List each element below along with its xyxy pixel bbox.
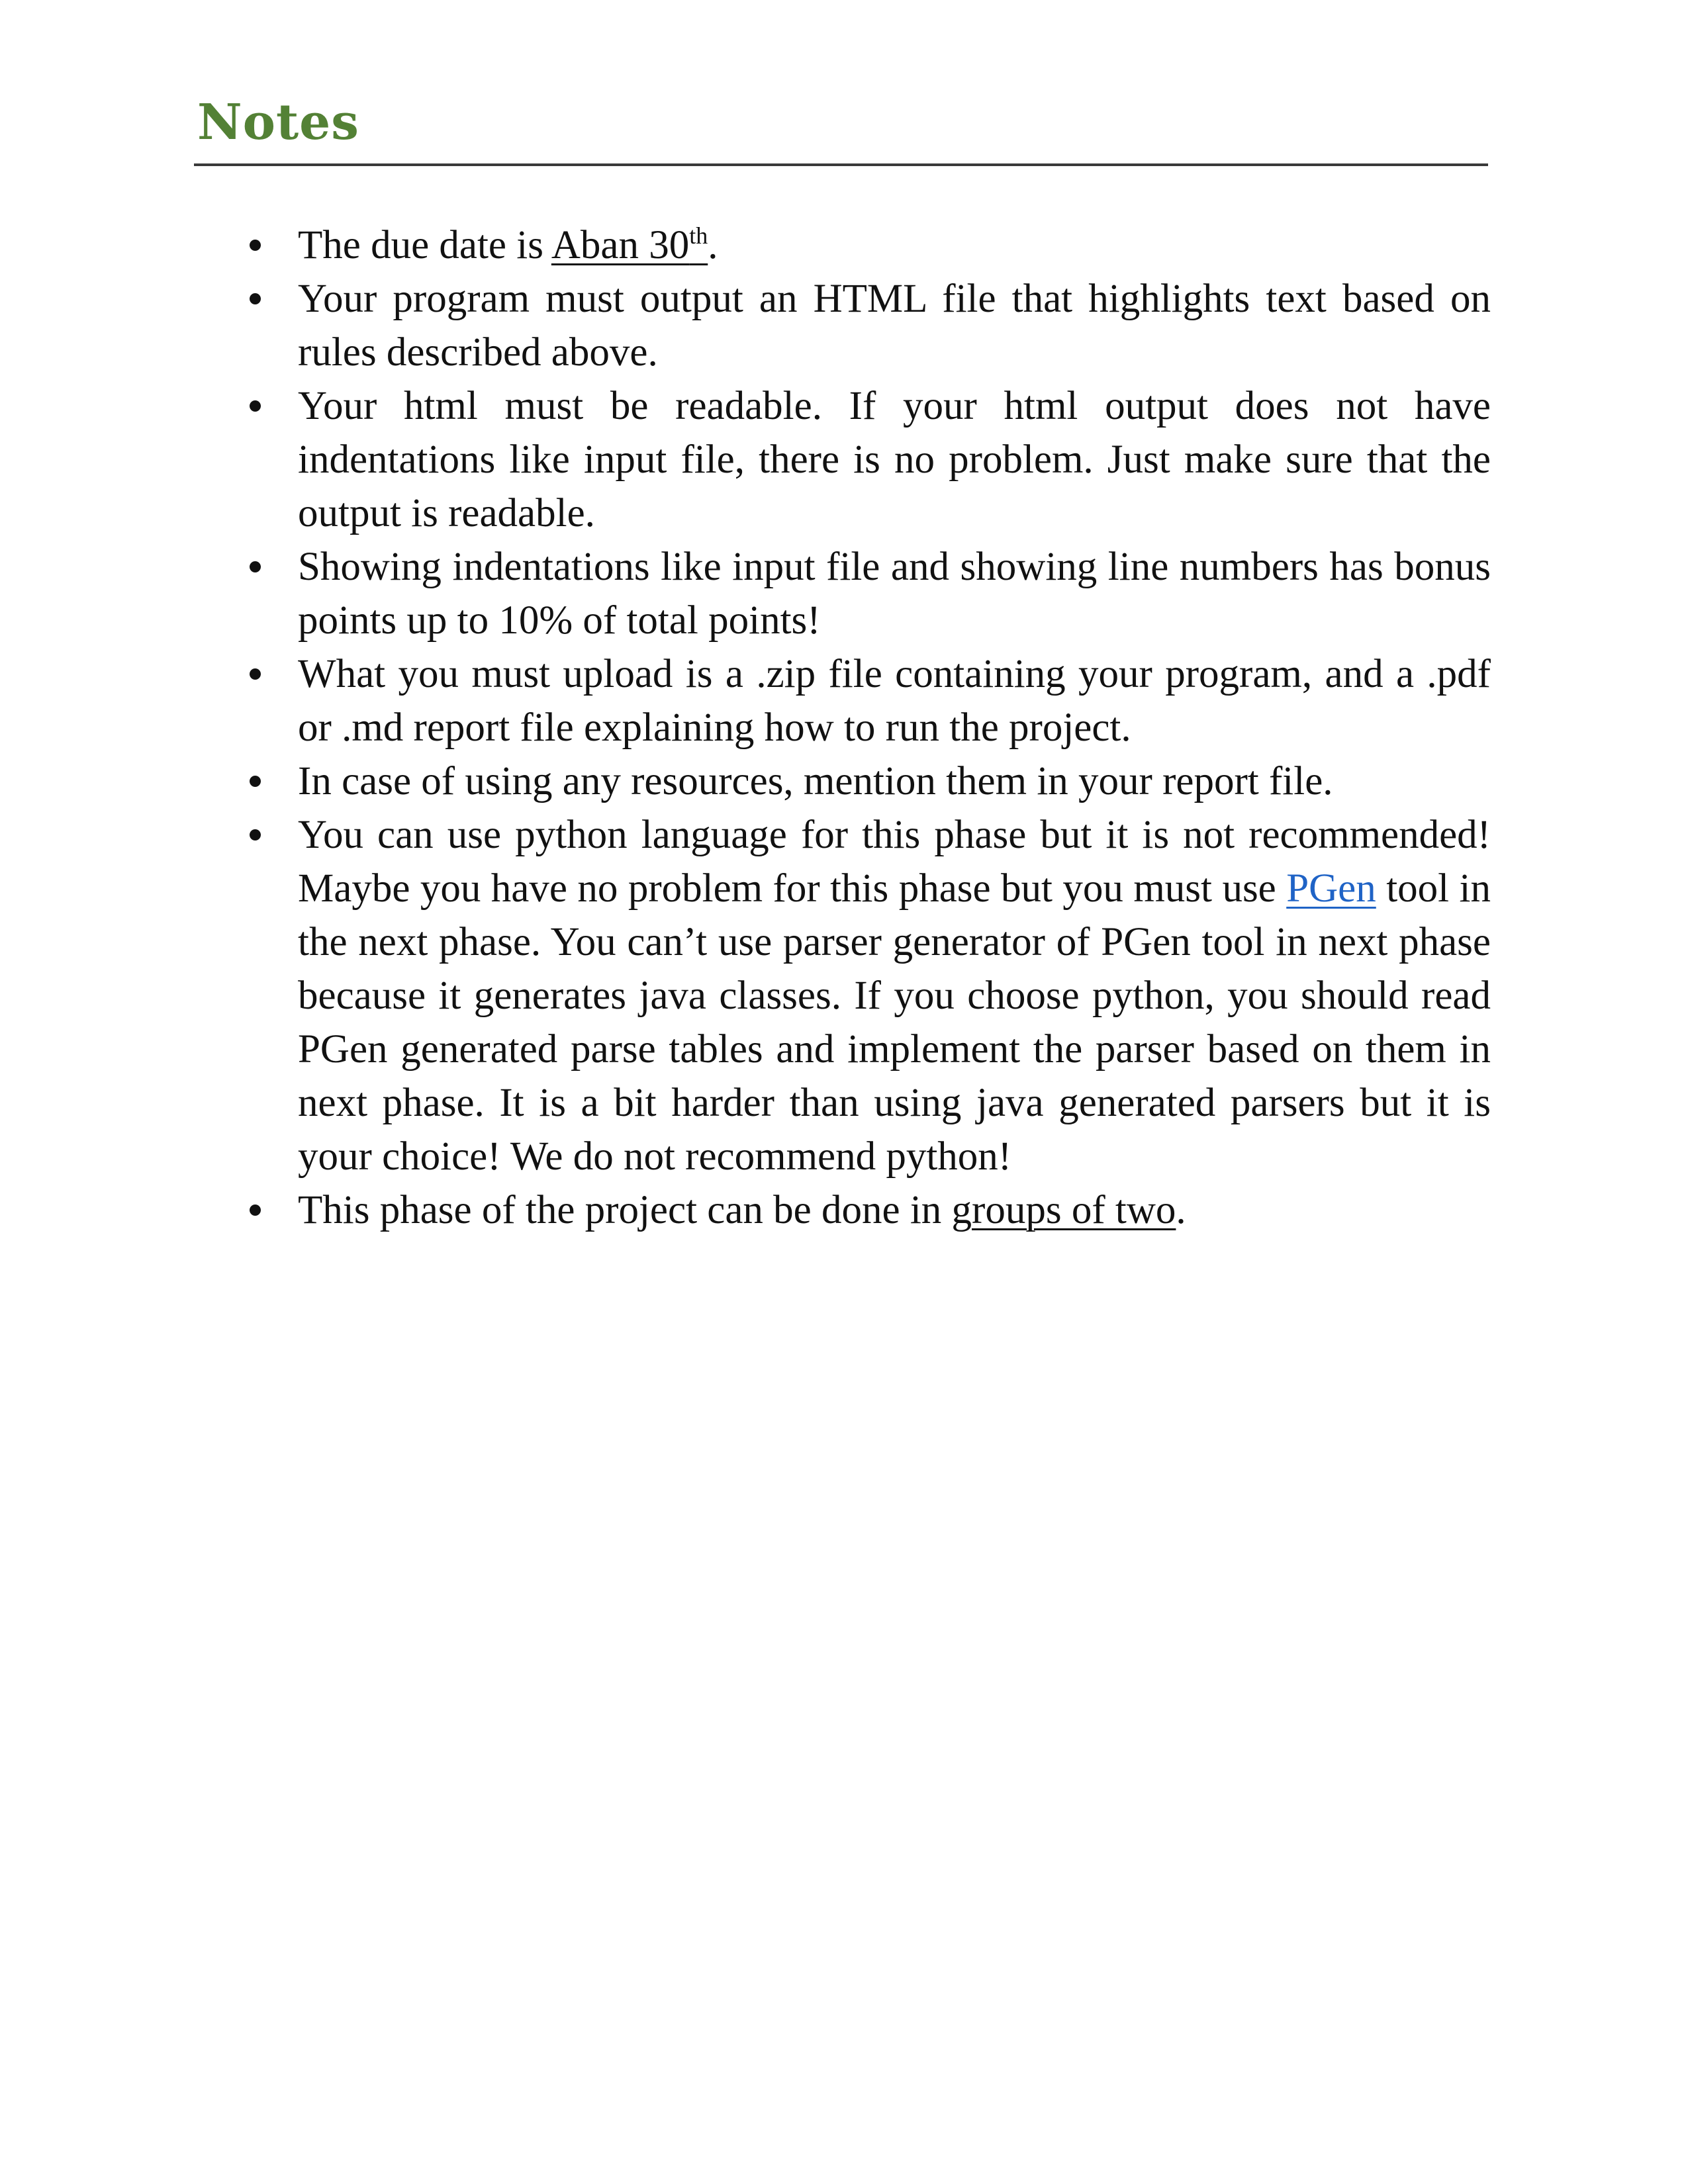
groups-value: groups of two bbox=[951, 1188, 1176, 1232]
groups-suffix: . bbox=[1176, 1188, 1186, 1232]
due-date-prefix: The due date is bbox=[298, 223, 551, 267]
list-item-resources: In case of using any resources, mention them in your report file. bbox=[298, 754, 1491, 808]
notes-list bbox=[298, 218, 1491, 1237]
list-item-html-output: Your program must output an HTML file that highlights text based on rules described above. bbox=[298, 272, 1491, 379]
page-title: Notes bbox=[197, 94, 359, 151]
groups-prefix: This phase of the project can be done in bbox=[298, 1188, 952, 1232]
list-item-groups bbox=[298, 1183, 1491, 1237]
python-note-suffix: tool in the next phase. You can’t use parser generator of PGen tool in next phase because it generates java classes. If you choose python, you should read PGen generated parse tables and implement the parser based on them in next phase. It is a bit harder than using java generated parsers but it is your choice! We do not recommend python! bbox=[298, 866, 1491, 1179]
list-item-bonus: Showing indentations like input file and showing line numbers has bonus points up to 10% of total points! bbox=[298, 540, 1491, 647]
due-date-suffix: . bbox=[708, 223, 718, 267]
heading-divider bbox=[194, 163, 1488, 166]
due-date-value bbox=[551, 223, 708, 267]
ordinal-suffix: th bbox=[689, 222, 708, 249]
due-date-text: Aban 30 bbox=[551, 223, 690, 267]
pgen-link[interactable]: PGen bbox=[1286, 866, 1376, 911]
python-note-prefix: You can use python language for this phase but it is not recommended! Maybe you have no problem for this phase but you must use bbox=[298, 813, 1491, 911]
list-item-readable: Your html must be readable. If your html output does not have indentations like input file, there is no problem. Just make sure that the output is readable. bbox=[298, 379, 1491, 540]
list-item-upload: What you must upload is a .zip file containing your program, and a .pdf or .md report file explaining how to run the project. bbox=[298, 647, 1491, 754]
list-item-due-date bbox=[298, 218, 1491, 272]
list-item-python bbox=[298, 808, 1491, 1183]
